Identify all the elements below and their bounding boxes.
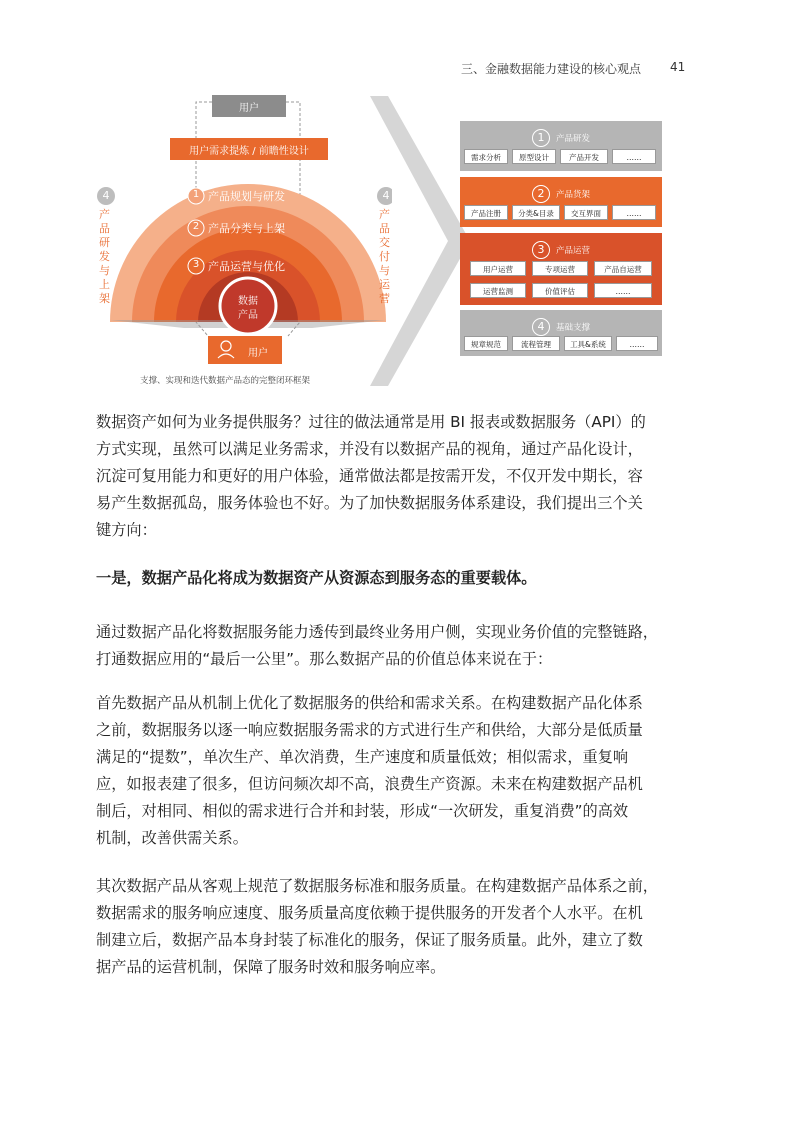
panel-4-number: 4 [532,318,550,336]
top-user-label: 用户 [239,103,259,114]
panel-3-number: 3 [532,241,550,259]
text-line: 制建立后，数据产品本身封装了标准化的服务，保证了服务质量。此外，建立了数 [96,931,643,949]
intro-paragraph [96,409,668,544]
chip: 产品自运营 [594,261,652,276]
text-line: 沉淀可复用能力和更好的用户体验，通常做法都是按需开发，不仅开发中期长，容 [96,467,643,485]
text-line: 之前，数据服务以逐一响应数据服务需求的方式进行生产和供给，大部分是低质量 [96,721,643,739]
text-line: 应，如报表建了很多，但访问频次却不高，浪费生产资源。未来在构建数据产品机 [96,775,643,793]
text-line: 数据需求的服务响应速度、服务质量高度依赖于提供服务的开发者个人水平。在机 [96,904,643,922]
chip: 规章规范 [464,336,508,351]
page-number: 41 [670,60,686,74]
ring-2-label: 产品分类与上架 [208,222,285,235]
panel-2-number: 2 [532,185,550,203]
chip: 工具&系统 [564,336,612,351]
text-line: 键方向： [96,521,157,539]
panel-product-rd [460,121,662,171]
closed-loop-diagram [92,92,392,392]
section-title: 三、金融数据能力建设的核心观点 [460,62,641,76]
left-number: 4 [102,189,110,202]
text-line: 首先数据产品从机制上优化了数据服务的供给和需求关系。在构建数据产品化体系 [96,694,643,712]
chip: 价值评估 [532,283,588,298]
text-line: 满足的“提数”，单次生产、单次消费，生产速度和质量低效；相似需求，重复响 [96,748,629,766]
chip: 产品注册 [464,205,508,220]
panel-1-title: 产品研发 [555,133,590,144]
center-line-1: 数据 [238,296,258,307]
right-side-label: 产品交付与运营 [379,208,390,305]
text-line: 据产品的运营机制，保障了服务时效和服务响应率。 [96,958,446,976]
ring-1-label: 产品规划与研发 [208,190,285,203]
paragraph-1 [96,619,668,673]
chip: …… [612,149,656,164]
panel-product-shelf [460,177,662,227]
text-line: 易产生数据孤岛，服务体验也不好。为了加快数据服务体系建设，我们提出三个关 [96,494,643,512]
panel-1-number: 1 [532,129,550,147]
left-side-label: 产品研发与上架 [99,208,110,305]
chip: …… [612,205,656,220]
page-header [0,60,793,80]
chip: …… [594,283,652,298]
closed-loop-graphic [92,92,392,392]
ring-3-number: 3 [192,259,200,270]
paragraph-2 [96,690,668,852]
ring-3-label: 产品运营与优化 [208,260,285,273]
chip: …… [616,336,658,351]
panel-foundation [460,310,662,356]
text-line: 数据资产如何为业务提供服务？过往的做法通常是用 BI 报表或数据服务（API）的 [96,413,646,431]
text-line: 制后，对相同、相似的需求进行合并和封装，形成“一次研发，重复消费”的高效 [96,802,629,820]
text-line: 通过数据产品化将数据服务能力透传到最终业务用户侧，实现业务价值的完整链路， [96,623,658,641]
chip: 交互界面 [564,205,608,220]
chip: 需求分析 [464,149,508,164]
chip: 产品开发 [560,149,608,164]
panel-3-title: 产品运营 [555,245,590,256]
chip: 分类&目录 [512,205,560,220]
text-line: 方式实现，虽然可以满足业务需求，并没有以数据产品的视角，通过产品化设计， [96,440,643,458]
panel-product-ops [460,233,662,305]
panel-4-title: 基础支撑 [555,322,590,333]
expand-arrow [370,96,470,386]
ring-1-number: 1 [192,189,200,200]
text-line: 其次数据产品从客观上规范了数据服务标准和服务质量。在构建数据产品体系之前， [96,877,658,895]
section-heading: 一是，数据产品化将成为数据资产从资源态到服务态的重要载体。 [96,569,537,587]
bottom-user-box [208,336,282,364]
panel-2-title: 产品货架 [555,189,590,200]
chip: 专项运营 [532,261,588,276]
right-number: 4 [382,189,390,202]
paragraph-3 [96,873,668,981]
bottom-user-label: 用户 [248,348,268,359]
chip: 原型设计 [512,149,556,164]
text-line: 打通数据应用的“最后一公里”。那么数据产品的价值总体来说在于： [96,650,553,668]
banner-label: 用户需求提炼 / 前瞻性设计 [189,146,309,157]
chip: 运营监测 [470,283,526,298]
chip: 流程管理 [512,336,560,351]
chip: 用户运营 [470,261,526,276]
ring-2-number: 2 [192,221,200,232]
figure-caption: 支撑、实现和迭代数据产品态的完整闭环框架 [140,376,311,386]
center-line-2: 产品 [238,310,258,321]
text-line: 机制，改善供需关系。 [96,829,248,847]
